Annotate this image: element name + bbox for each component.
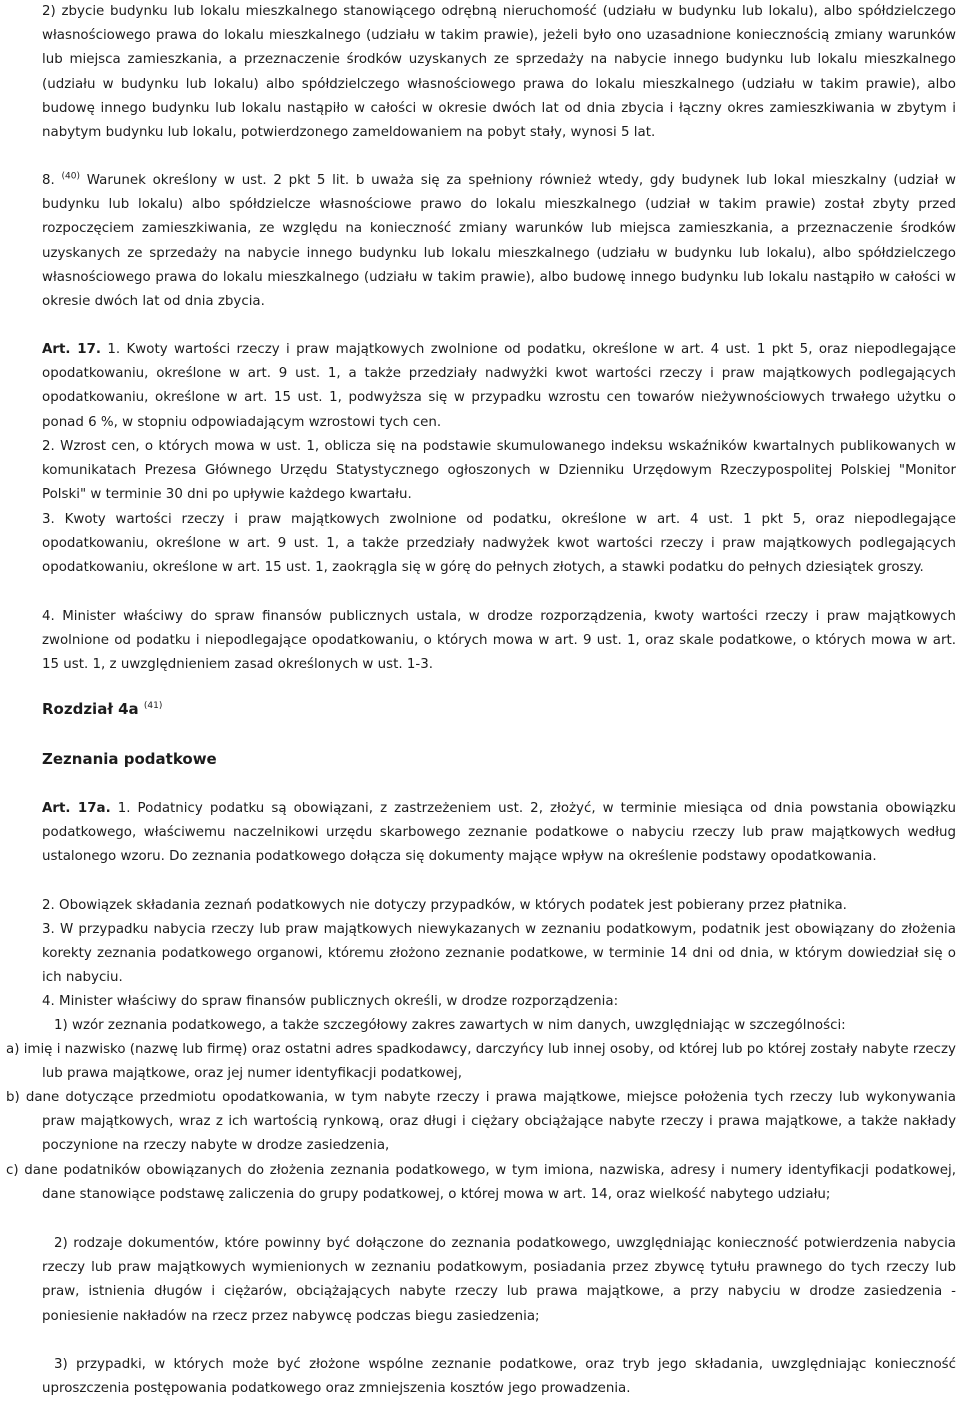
- list-item-text: b) dane dotyczące przedmiotu opodatkowania, w tym nabyte rzeczy i prawa majątkowe, miejsce położenia tych rzeczy lub wykonywania praw majątkowych, wraz z ich wartością rynkową, oraz długi i ciężary obciążające nabyte rzeczy i prawa majątkowe, a także nakłady poczynione na rzeczy nabyte w drodze zasiedzenia,: [6, 1090, 956, 1154]
- list-item-1a: [6, 1038, 956, 1086]
- paragraph-text: 2. Wzrost cen, o których mowa w ust. 1, oblicza się na podstawie skumulowanego indeksu wskaźników kwartalnych publikowanych w komunikatach Prezesa Głównego Urzędu Statystycznego ogłoszonych w Dzienniku Urzędowym Rzeczypospolitej Polskiej "Monitor Polski" w terminie 30 dni po upływie każdego kwartału.: [42, 439, 956, 503]
- paragraph-text: 1. Kwoty wartości rzeczy i praw majątkowych zwolnione od podatku, określone w art. 4 ust. 1 pkt 5, oraz niepodlegające opodatkowaniu, określone w art. 9 ust. 1, a także przedziały nadwyżki kwot wartości rzeczy i praw majątkowych podlegających opodatkowaniu, określone w art. 15 ust. 1, podwyższa się w przypadku wzrostu cen towarów nieżywnościowych trwałego użytku o ponad 6 %, w stopniu odpowiadającym wzrostowi tych cen.: [42, 342, 956, 430]
- article-17a-paragraph-2: [42, 894, 956, 918]
- article-17-paragraph-4: [42, 605, 956, 678]
- list-item-text: 3) przypadki, w których może być złożone wspólne zeznanie podatkowe, oraz tryb jego składania, uwzględniając konieczność uproszczenia postępowania podatkowego oraz zmniejszenia kosztów jego prowadzenia.: [42, 1357, 956, 1397]
- article-17a-paragraph-3: [42, 918, 956, 991]
- paragraph-text: 3. W przypadku nabycia rzeczy lub praw majątkowych niewykazanych w zeznaniu podatkowym, podatnik jest obowiązany do złożenia korekty zeznania podatkowego organowi, któremu złożono zeznanie podatkowe, w terminie 14 dni od dnia, w którym dowiedział się o ich nabyciu.: [42, 922, 956, 986]
- article-17-paragraph-3: [42, 508, 956, 581]
- list-item-text: a) imię i nazwisko (nazwę lub firmę) oraz ostatni adres spadkodawcy, darczyńcy lub innej osoby, od której lub po której zostały nabyte rzeczy lub prawa majątkowe, oraz jej numer identyfikacji podatkowej,: [6, 1042, 956, 1082]
- paragraph-text: 4. Minister właściwy do spraw finansów publicznych określi, w drodze rozporządzenia:: [42, 994, 619, 1009]
- chapter-title-text: Zeznania podatkowe: [42, 750, 217, 768]
- paragraph-ust-8: [42, 169, 956, 314]
- list-item-1b: [6, 1086, 956, 1159]
- paragraph-text: Warunek określony w ust. 2 pkt 5 lit. b uważa się za spełniony również wtedy, gdy budynek lub lokal mieszkalny (udział w budynku lub lokalu) albo spółdzielcze własnościowe prawo do lokalu mieszkalnego (udział w takim prawie) został zbyty przed rozpoczęciem zamieszkiwania, ze względu na konieczność zmiany warunków lub miejsca zamieszkania, a przeznaczenie środków uzyskanych ze sprzedaży na nabycie innego budynku lub lokalu mieszkalnego (udziału w budynku lub lokalu), albo spółdzielczego własnościowego prawa do lokalu mieszkalnego (udziału w takim prawie), albo budowę innego budynku lub lokalu nastąpiło w całości w okresie dwóch lat od dnia zbycia.: [42, 173, 956, 310]
- list-item-3: [42, 1353, 956, 1401]
- paragraph-text: 2. Obowiązek składania zeznań podatkowych nie dotyczy przypadków, w których podatek jest pobierany przez płatnika.: [42, 898, 847, 913]
- chapter-label: Rozdział 4a: [42, 700, 139, 718]
- list-item-1: [54, 1014, 956, 1038]
- chapter-heading: [42, 700, 162, 718]
- article-17-paragraph-1: [42, 338, 956, 435]
- article-17a-paragraph-4: [42, 990, 956, 1014]
- list-item-1c: [6, 1159, 956, 1207]
- paragraph-zbycie-budynku: [42, 0, 956, 145]
- article-17a-paragraph-1: [42, 797, 956, 870]
- list-item-2: [42, 1232, 956, 1329]
- footnote-ref[interactable]: (40): [61, 171, 81, 182]
- list-item-text: 2) rodzaje dokumentów, które powinny być dołączone do zeznania podatkowego, uwzględniając konieczność potwierdzenia nabycia rzeczy lub praw majątkowych wymienionych w zeznaniu podatkowym, posiadania przez zbywcę tytułu prawnego do tych rzeczy lub praw, istnienia długów i ciężarów, obciążających nabyte rzeczy lub prawa majątkowe, a przy nabyciu w drodze zasiedzenia - poniesienie nakładów na rzecz przez nabywcę podczas biegu zasiedzenia;: [42, 1236, 956, 1324]
- article-label: Art. 17a.: [42, 801, 111, 816]
- paragraph-text: 1. Podatnicy podatku są obowiązani, z zastrzeżeniem ust. 2, złożyć, w terminie miesiąca od dnia powstania obowiązku podatkowego, właściwemu naczelnikowi urzędu skarbowego zeznanie podatkowe o nabyciu rzeczy lub praw majątkowych według ustalonego wzoru. Do zeznania podatkowego dołącza się dokumenty mające wpływ na określenie podstawy opodatkowania.: [42, 801, 957, 865]
- list-item-text: c) dane podatników obowiązanych do złożenia zeznania podatkowego, w tym imiona, nazwiska, adresy i numery identyfikacji podatkowej, dane stanowiące podstawę zaliczenia do grupy podatkowej, o której mowa w art. 14, oraz wielkość nabytego udziału;: [6, 1163, 956, 1203]
- footnote-ref[interactable]: (41): [143, 701, 163, 711]
- chapter-title: [42, 750, 217, 768]
- list-item-text: 1) wzór zeznania podatkowego, a także szczegółowy zakres zawartych w nim danych, uwzględniając w szczególności:: [54, 1018, 846, 1033]
- paragraph-text: 2) zbycie budynku lub lokalu mieszkalnego stanowiącego odrębną nieruchomość (udziału w budynku lub lokalu), albo spółdzielczego własnościowego prawa do lokalu mieszkalnego (udziału w takim prawie), jeżeli było ono uzasadnione koniecznością zmiany warunków lub miejsca zamieszkania, a przeznaczenie środków uzyskanych ze sprzedaży na nabycie innego budynku lub lokalu mieszkalnego (udziału w budynku lub lokalu) albo spółdzielczego własnościowego prawa do lokalu mieszkalnego (udziału w takim prawie), albo budowę innego budynku lub lokalu nastąpiło w całości w okresie dwóch lat od dnia zbycia i łączny okres zamieszkiwania w zbytym i nabytym budynku lub lokalu, potwierdzonego zameldowaniem na pobyt stały, wynosi 5 lat.: [42, 4, 956, 141]
- article-17-paragraph-2: [42, 435, 956, 508]
- paragraph-text: 4. Minister właściwy do spraw finansów publicznych ustala, w drodze rozporządzenia, kwoty wartości rzeczy i praw majątkowych zwolnione od podatku i niepodlegające opodatkowaniu, o których mowa w art. 9 ust. 1, oraz skale podatkowe, o których mowa w art. 15 ust. 1, z uwzględnieniem zasad określonych w ust. 1-3.: [42, 609, 956, 673]
- paragraph-number: 8.: [42, 173, 55, 188]
- article-label: Art. 17.: [42, 342, 101, 357]
- paragraph-text: 3. Kwoty wartości rzeczy i praw majątkowych zwolnione od podatku, określone w art. 4 ust. 1 pkt 5, oraz niepodlegające opodatkowaniu, określone w art. 9 ust. 1, a także przedziały nadwyżek kwot wartości rzeczy i praw majątkowych podlegających opodatkowaniu, określone w art. 15 ust. 1, zaokrągla się w górę do pełnych złotych, a stawki podatku do pełnych dziesiątek groszy.: [42, 512, 956, 576]
